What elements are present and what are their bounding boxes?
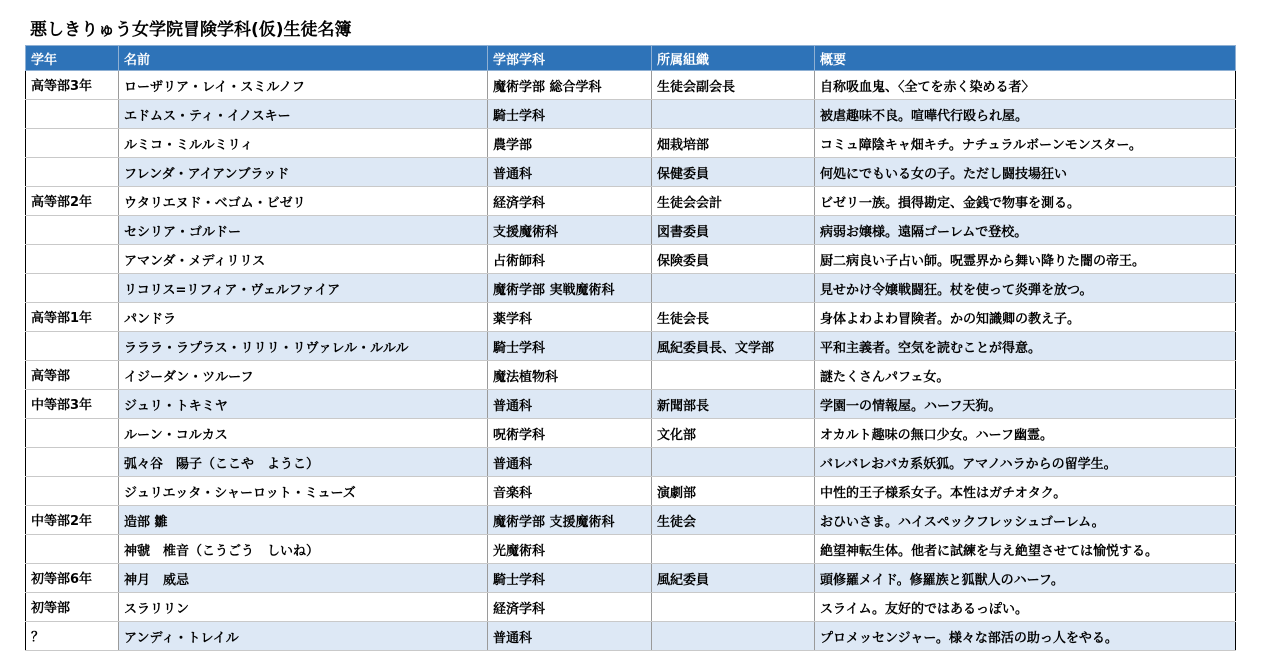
table-row [26,129,1236,158]
summary-cell: コミュ障陰キャ畑キチ。ナチュラルボーンモンスター。 [815,129,1236,158]
department-cell: 騎士学科 [488,564,652,593]
table-row [26,419,1236,448]
name-cell: ルーン・コルカス [119,419,488,448]
organization-cell [652,100,815,129]
grade-cell: 高等部1年 [26,303,119,332]
organization-cell [652,622,815,651]
name-cell: フレンダ・アイアンブラッド [119,158,488,187]
name-cell: 神月 威忌 [119,564,488,593]
table-row [26,245,1236,274]
header-organization: 所属組織 [652,46,815,71]
department-cell: 騎士学科 [488,100,652,129]
table-row [26,274,1236,303]
department-cell: 経済学科 [488,593,652,622]
grade-cell [26,419,119,448]
summary-cell: おひいさま。ハイスペックフレッシュゴーレム。 [815,506,1236,535]
name-cell: ジュリ・トキミヤ [119,390,488,419]
summary-cell: ビゼリ一族。損得勘定、金銭で物事を測る。 [815,187,1236,216]
organization-cell: 演劇部 [652,477,815,506]
department-cell: 普通科 [488,158,652,187]
summary-cell: 何処にでもいる女の子。ただし闘技場狂い [815,158,1236,187]
header-department: 学部学科 [488,46,652,71]
department-cell: 占術師科 [488,245,652,274]
summary-cell: 絶望神転生体。他者に試練を与え絶望させては愉悦する。 [815,535,1236,564]
table-row [26,332,1236,361]
grade-cell: 中等部3年 [26,390,119,419]
name-cell: ローザリア・レイ・スミルノフ [119,71,488,100]
grade-cell [26,535,119,564]
table-row [26,506,1236,535]
table-row [26,390,1236,419]
grade-cell: 高等部 [26,361,119,390]
table-row [26,622,1236,651]
name-cell: ジュリエッタ・シャーロット・ミューズ [119,477,488,506]
grade-cell [26,448,119,477]
table-row [26,216,1236,245]
grade-cell [26,245,119,274]
department-cell: 音楽科 [488,477,652,506]
grade-cell: 初等部6年 [26,564,119,593]
table-row [26,564,1236,593]
grade-cell [26,100,119,129]
header-summary: 概要 [815,46,1236,71]
name-cell: パンドラ [119,303,488,332]
organization-cell: 保健委員 [652,158,815,187]
name-cell: 神虢 椎音（こうごう しいね） [119,535,488,564]
summary-cell: 謎たくさんパフェ女。 [815,361,1236,390]
name-cell: イジーダン・ツルーフ [119,361,488,390]
department-cell: 薬学科 [488,303,652,332]
organization-cell: 生徒会 [652,506,815,535]
name-cell: 造部 雛 [119,506,488,535]
grade-cell: ？ [26,622,119,651]
name-cell: スラリリン [119,593,488,622]
department-cell: 呪術学科 [488,419,652,448]
department-cell: 支援魔術科 [488,216,652,245]
grade-cell: 中等部2年 [26,506,119,535]
organization-cell [652,361,815,390]
table-row [26,477,1236,506]
department-cell: 魔法植物科 [488,361,652,390]
department-cell: 魔術学部 総合学科 [488,71,652,100]
organization-cell: 風紀委員長、文学部 [652,332,815,361]
grade-cell: 初等部 [26,593,119,622]
table-row [26,100,1236,129]
organization-cell: 生徒会長 [652,303,815,332]
name-cell: リコリス=リフィア・ヴェルファイア [119,274,488,303]
header-grade: 学年 [26,46,119,71]
grade-cell [26,129,119,158]
organization-cell: 生徒会副会長 [652,71,815,100]
summary-cell: オカルト趣味の無口少女。ハーフ幽霊。 [815,419,1236,448]
summary-cell: 厨二病良い子占い師。呪霊界から舞い降りた闇の帝王。 [815,245,1236,274]
grade-cell [26,158,119,187]
summary-cell: 平和主義者。空気を読むことが得意。 [815,332,1236,361]
summary-cell: 自称吸血鬼、〈全てを赤く染める者〉 [815,71,1236,100]
table-row [26,303,1236,332]
student-roster-table [25,45,1236,651]
organization-cell [652,535,815,564]
summary-cell: 身体よわよわ冒険者。かの知識卿の教え子。 [815,303,1236,332]
summary-cell: 被虐趣味不良。喧嘩代行殴られ屋。 [815,100,1236,129]
header-row [26,46,1236,71]
roster-body [26,71,1236,651]
name-cell: アマンダ・メディリリス [119,245,488,274]
organization-cell [652,274,815,303]
grade-cell [26,216,119,245]
summary-cell: プロメッセンジャー。様々な部活の助っ人をやる。 [815,622,1236,651]
summary-cell: 病弱お嬢様。遠隔ゴーレムで登校。 [815,216,1236,245]
name-cell: ウタリエヌド・ベゴム・ビゼリ [119,187,488,216]
table-row [26,71,1236,100]
department-cell: 魔術学部 支援魔術科 [488,506,652,535]
table-row [26,448,1236,477]
grade-cell: 高等部2年 [26,187,119,216]
department-cell: 農学部 [488,129,652,158]
department-cell: 普通科 [488,390,652,419]
summary-cell: 学園一の情報屋。ハーフ天狗。 [815,390,1236,419]
organization-cell: 生徒会会計 [652,187,815,216]
table-row [26,361,1236,390]
department-cell: 騎士学科 [488,332,652,361]
table-row [26,187,1236,216]
summary-cell: 頭修羅メイド。修羅族と狐獣人のハーフ。 [815,564,1236,593]
name-cell: 弧々谷 陽子（ここや ようこ） [119,448,488,477]
summary-cell: 中性的王子様系女子。本性はガチオタク。 [815,477,1236,506]
name-cell: ラララ・ラプラス・リリリ・リヴァレル・ルルル [119,332,488,361]
organization-cell: 図書委員 [652,216,815,245]
grade-cell [26,274,119,303]
table-row [26,535,1236,564]
summary-cell: バレバレおバカ系妖狐。アマノハラからの留学生。 [815,448,1236,477]
organization-cell: 新聞部長 [652,390,815,419]
organization-cell [652,448,815,477]
organization-cell: 畑栽培部 [652,129,815,158]
document-title: 悪しきりゅう女学院冒険学科(仮)生徒名簿 [30,20,352,40]
summary-cell: スライム。友好的ではあるっぽい。 [815,593,1236,622]
name-cell: ルミコ・ミルルミリィ [119,129,488,158]
name-cell: エドムス・ティ・イノスキー [119,100,488,129]
department-cell: 経済学科 [488,187,652,216]
name-cell: セシリア・ゴルドー [119,216,488,245]
summary-cell: 見せかけ令嬢戦闘狂。杖を使って炎弾を放つ。 [815,274,1236,303]
grade-cell: 高等部3年 [26,71,119,100]
department-cell: 魔術学部 実戦魔術科 [488,274,652,303]
department-cell: 普通科 [488,622,652,651]
organization-cell: 文化部 [652,419,815,448]
organization-cell: 風紀委員 [652,564,815,593]
name-cell: アンディ・トレイル [119,622,488,651]
table-row [26,158,1236,187]
grade-cell [26,332,119,361]
department-cell: 光魔術科 [488,535,652,564]
grade-cell [26,477,119,506]
header-name: 名前 [119,46,488,71]
organization-cell: 保険委員 [652,245,815,274]
department-cell: 普通科 [488,448,652,477]
